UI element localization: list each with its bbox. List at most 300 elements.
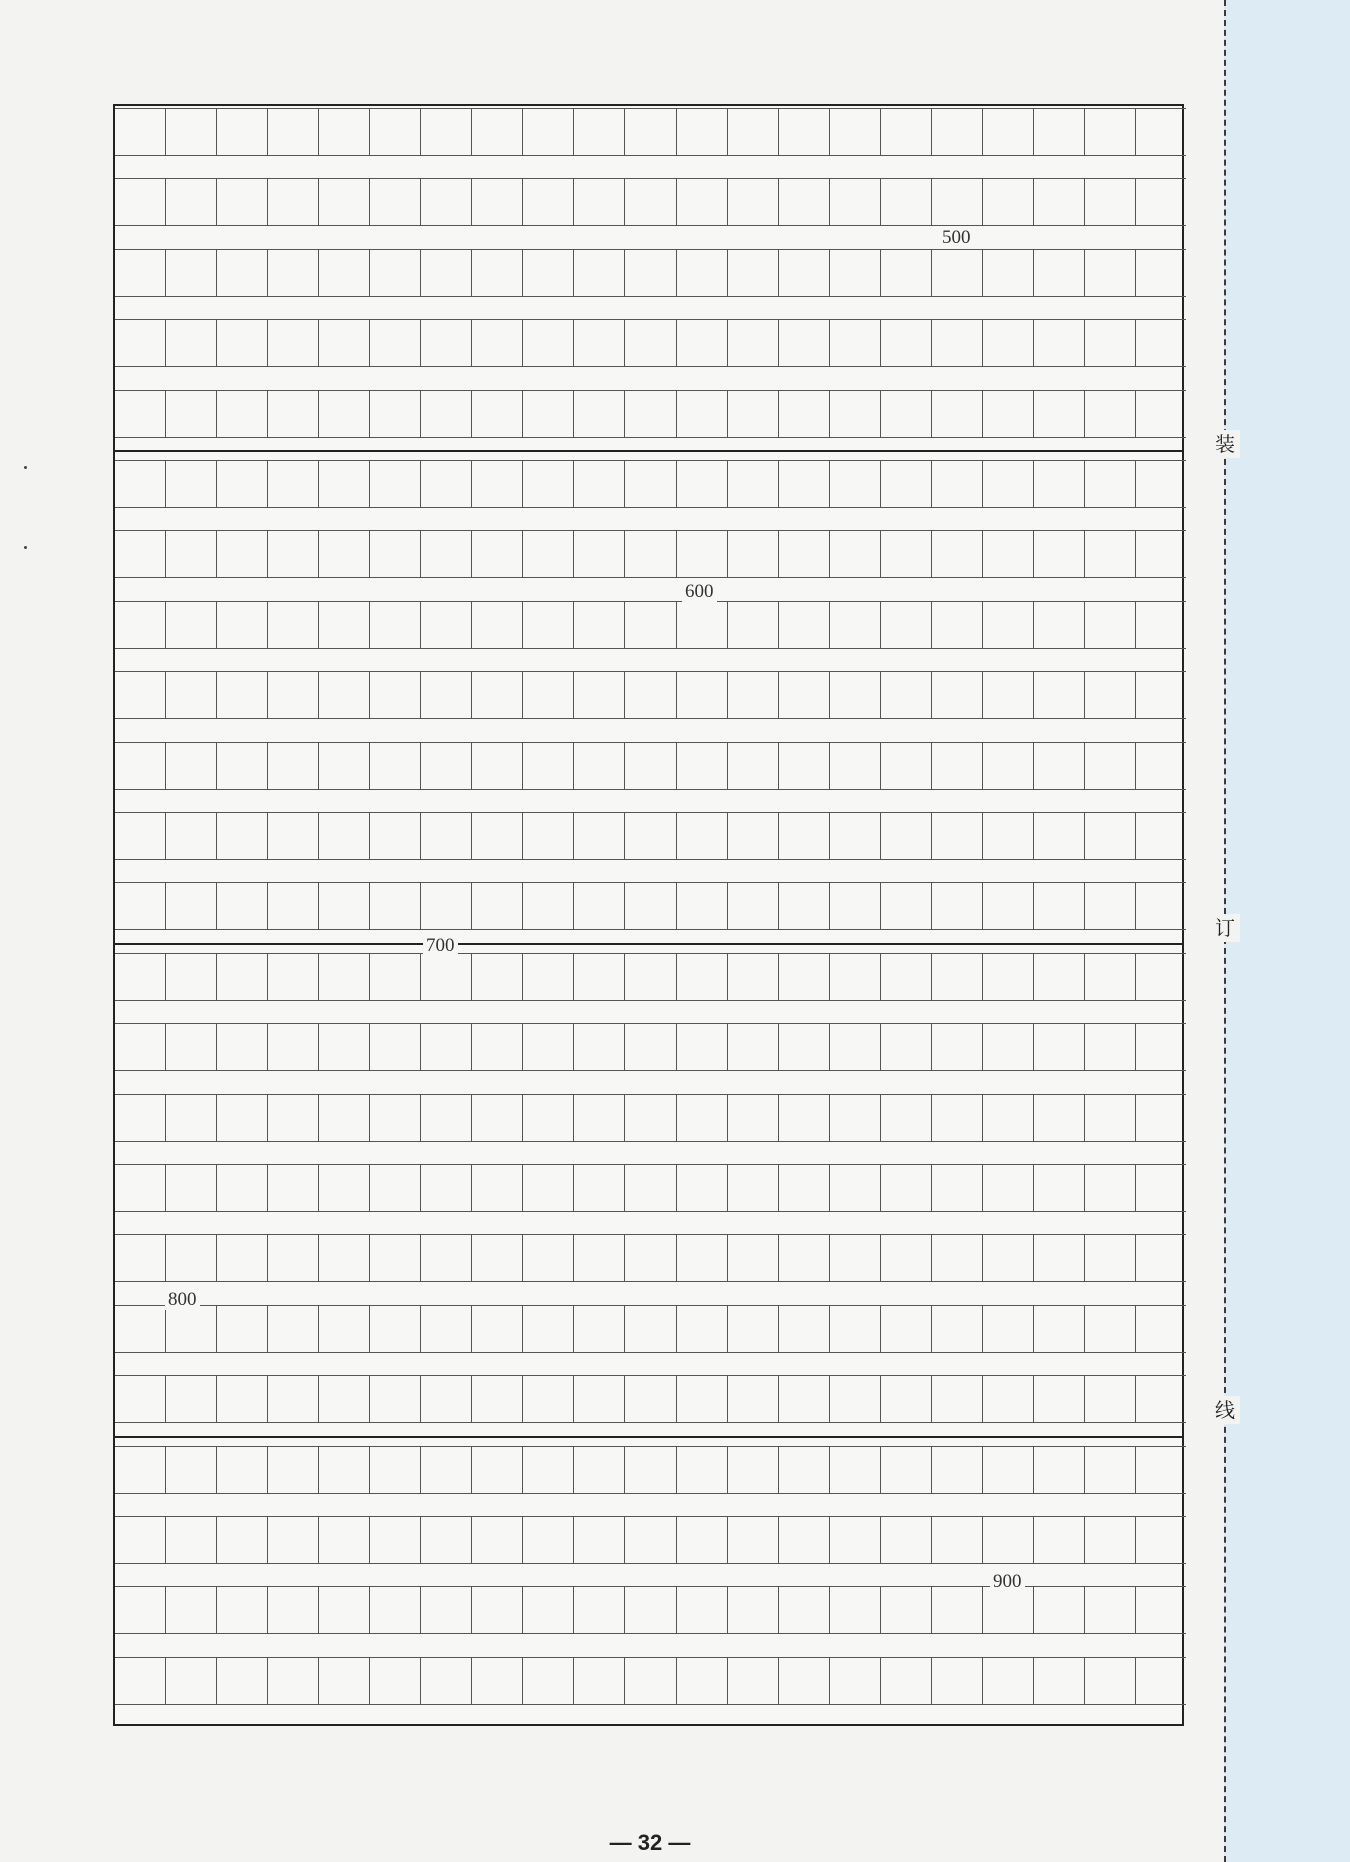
grid-cell[interactable] (932, 1516, 983, 1564)
grid-cell[interactable] (677, 671, 728, 719)
grid-cell[interactable] (319, 1375, 370, 1423)
grid-cell[interactable] (319, 1657, 370, 1705)
grid-cell[interactable] (932, 1657, 983, 1705)
grid-cell[interactable] (728, 249, 779, 297)
grid-cell[interactable] (830, 882, 881, 930)
grid-cell[interactable] (217, 319, 268, 367)
grid-cell[interactable] (779, 812, 830, 860)
grid-cell[interactable] (421, 1446, 472, 1494)
grid-cell[interactable] (472, 1305, 523, 1353)
grid-cell[interactable] (677, 249, 728, 297)
grid-cell[interactable] (677, 953, 728, 1001)
grid-cell[interactable] (268, 601, 319, 649)
grid-cell[interactable] (421, 108, 472, 156)
grid-cell[interactable] (728, 1446, 779, 1494)
grid-cell[interactable] (779, 1446, 830, 1494)
grid-cell[interactable] (932, 178, 983, 226)
grid-cell[interactable] (881, 1164, 932, 1212)
grid-cell[interactable] (625, 1234, 676, 1282)
grid-cell[interactable] (523, 671, 574, 719)
grid-cell[interactable] (574, 742, 625, 790)
grid-cell[interactable] (370, 1516, 421, 1564)
grid-cell[interactable] (625, 882, 676, 930)
grid-cell[interactable] (472, 108, 523, 156)
grid-cell[interactable] (932, 1446, 983, 1494)
grid-cell[interactable] (523, 1305, 574, 1353)
grid-cell[interactable] (1034, 178, 1085, 226)
grid-cell[interactable] (523, 1586, 574, 1634)
grid-cell[interactable] (830, 601, 881, 649)
grid-cell[interactable] (983, 953, 1034, 1001)
grid-cell[interactable] (779, 249, 830, 297)
grid-cell[interactable] (625, 1516, 676, 1564)
grid-cell[interactable] (166, 530, 217, 578)
grid-cell[interactable] (881, 1234, 932, 1282)
grid-cell[interactable] (574, 812, 625, 860)
grid-cell[interactable] (166, 460, 217, 508)
grid-cell[interactable] (370, 953, 421, 1001)
grid-cell[interactable] (217, 882, 268, 930)
grid-cell[interactable] (983, 390, 1034, 438)
grid-cell[interactable] (1034, 671, 1085, 719)
grid-cell[interactable] (677, 530, 728, 578)
grid-cell[interactable] (779, 953, 830, 1001)
grid-cell[interactable] (983, 1234, 1034, 1282)
grid-cell[interactable] (881, 1375, 932, 1423)
grid-cell[interactable] (1085, 1094, 1136, 1142)
grid-cell[interactable] (932, 108, 983, 156)
grid-cell[interactable] (421, 812, 472, 860)
grid-cell[interactable] (421, 319, 472, 367)
grid-cell[interactable] (1034, 601, 1085, 649)
grid-cell[interactable] (472, 953, 523, 1001)
grid-cell[interactable] (472, 1586, 523, 1634)
grid-cell[interactable] (472, 319, 523, 367)
grid-cell[interactable] (1136, 953, 1186, 1001)
grid-cell[interactable] (625, 1586, 676, 1634)
grid-cell[interactable] (983, 1023, 1034, 1071)
grid-cell[interactable] (268, 1023, 319, 1071)
grid-cell[interactable] (1085, 812, 1136, 860)
grid-cell[interactable] (625, 108, 676, 156)
grid-cell[interactable] (1034, 1305, 1085, 1353)
grid-cell[interactable] (1136, 178, 1186, 226)
grid-cell[interactable] (830, 1516, 881, 1564)
grid-cell[interactable] (728, 1234, 779, 1282)
grid-cell[interactable] (1085, 390, 1136, 438)
grid-cell[interactable] (574, 1516, 625, 1564)
grid-cell[interactable] (881, 460, 932, 508)
grid-cell[interactable] (1085, 1305, 1136, 1353)
grid-cell[interactable] (728, 530, 779, 578)
grid-cell[interactable] (217, 1023, 268, 1071)
grid-cell[interactable] (166, 1446, 217, 1494)
grid-cell[interactable] (472, 812, 523, 860)
grid-cell[interactable] (370, 249, 421, 297)
grid-cell[interactable] (1136, 108, 1186, 156)
grid-cell[interactable] (217, 812, 268, 860)
grid-cell[interactable] (523, 1164, 574, 1212)
grid-cell[interactable] (1136, 1657, 1186, 1705)
grid-cell[interactable] (421, 460, 472, 508)
grid-cell[interactable] (574, 1657, 625, 1705)
grid-cell[interactable] (319, 1234, 370, 1282)
grid-cell[interactable] (370, 178, 421, 226)
grid-cell[interactable] (983, 1586, 1034, 1634)
grid-cell[interactable] (881, 882, 932, 930)
grid-cell[interactable] (779, 1305, 830, 1353)
grid-cell[interactable] (574, 882, 625, 930)
grid-cell[interactable] (779, 460, 830, 508)
grid-cell[interactable] (983, 882, 1034, 930)
grid-cell[interactable] (932, 1586, 983, 1634)
grid-cell[interactable] (830, 108, 881, 156)
grid-cell[interactable] (932, 1094, 983, 1142)
grid-cell[interactable] (523, 319, 574, 367)
grid-cell[interactable] (881, 1094, 932, 1142)
grid-cell[interactable] (830, 390, 881, 438)
grid-cell[interactable] (1034, 1446, 1085, 1494)
grid-cell[interactable] (268, 1094, 319, 1142)
grid-cell[interactable] (115, 601, 166, 649)
grid-cell[interactable] (830, 530, 881, 578)
grid-cell[interactable] (115, 1657, 166, 1705)
grid-cell[interactable] (779, 1164, 830, 1212)
grid-cell[interactable] (268, 812, 319, 860)
grid-cell[interactable] (830, 319, 881, 367)
grid-cell[interactable] (421, 1023, 472, 1071)
grid-cell[interactable] (574, 1094, 625, 1142)
grid-cell[interactable] (574, 1586, 625, 1634)
grid-cell[interactable] (625, 812, 676, 860)
grid-cell[interactable] (983, 601, 1034, 649)
grid-cell[interactable] (625, 1657, 676, 1705)
grid-cell[interactable] (677, 1657, 728, 1705)
grid-cell[interactable] (625, 1375, 676, 1423)
grid-cell[interactable] (1136, 1305, 1186, 1353)
grid-cell[interactable] (881, 390, 932, 438)
grid-cell[interactable] (677, 882, 728, 930)
grid-cell[interactable] (523, 812, 574, 860)
grid-cell[interactable] (523, 1657, 574, 1705)
grid-cell[interactable] (677, 1375, 728, 1423)
grid-cell[interactable] (1034, 742, 1085, 790)
grid-cell[interactable] (1085, 460, 1136, 508)
grid-cell[interactable] (728, 882, 779, 930)
grid-cell[interactable] (115, 390, 166, 438)
grid-cell[interactable] (983, 671, 1034, 719)
grid-cell[interactable] (728, 1305, 779, 1353)
grid-cell[interactable] (319, 178, 370, 226)
grid-cell[interactable] (677, 390, 728, 438)
grid-cell[interactable] (115, 1516, 166, 1564)
grid-cell[interactable] (523, 1234, 574, 1282)
grid-cell[interactable] (1136, 460, 1186, 508)
grid-cell[interactable] (166, 390, 217, 438)
grid-cell[interactable] (728, 742, 779, 790)
grid-cell[interactable] (1085, 882, 1136, 930)
grid-cell[interactable] (830, 742, 881, 790)
grid-cell[interactable] (370, 390, 421, 438)
grid-cell[interactable] (472, 1375, 523, 1423)
grid-cell[interactable] (472, 1234, 523, 1282)
grid-cell[interactable] (625, 1023, 676, 1071)
grid-cell[interactable] (779, 1094, 830, 1142)
grid-cell[interactable] (217, 460, 268, 508)
grid-cell[interactable] (217, 249, 268, 297)
grid-cell[interactable] (370, 319, 421, 367)
grid-cell[interactable] (881, 812, 932, 860)
grid-cell[interactable] (932, 319, 983, 367)
grid-cell[interactable] (115, 319, 166, 367)
grid-cell[interactable] (677, 812, 728, 860)
grid-cell[interactable] (830, 249, 881, 297)
grid-cell[interactable] (932, 671, 983, 719)
grid-cell[interactable] (319, 812, 370, 860)
grid-cell[interactable] (268, 319, 319, 367)
grid-cell[interactable] (881, 953, 932, 1001)
grid-cell[interactable] (319, 1516, 370, 1564)
grid-cell[interactable] (1085, 671, 1136, 719)
grid-cell[interactable] (881, 108, 932, 156)
grid-cell[interactable] (1034, 1234, 1085, 1282)
grid-cell[interactable] (166, 1586, 217, 1634)
grid-cell[interactable] (779, 1023, 830, 1071)
grid-cell[interactable] (115, 742, 166, 790)
grid-cell[interactable] (728, 390, 779, 438)
grid-cell[interactable] (830, 953, 881, 1001)
grid-cell[interactable] (881, 530, 932, 578)
grid-cell[interactable] (217, 530, 268, 578)
grid-cell[interactable] (370, 601, 421, 649)
grid-cell[interactable] (677, 1164, 728, 1212)
grid-cell[interactable] (830, 1375, 881, 1423)
grid-cell[interactable] (217, 178, 268, 226)
grid-cell[interactable] (268, 1446, 319, 1494)
grid-cell[interactable] (830, 812, 881, 860)
grid-cell[interactable] (472, 460, 523, 508)
grid-cell[interactable] (932, 1305, 983, 1353)
grid-cell[interactable] (421, 1164, 472, 1212)
grid-cell[interactable] (1085, 178, 1136, 226)
grid-cell[interactable] (217, 1446, 268, 1494)
grid-cell[interactable] (881, 601, 932, 649)
grid-cell[interactable] (319, 1586, 370, 1634)
grid-cell[interactable] (625, 1164, 676, 1212)
grid-cell[interactable] (625, 742, 676, 790)
grid-cell[interactable] (830, 671, 881, 719)
grid-cell[interactable] (421, 953, 472, 1001)
grid-cell[interactable] (523, 178, 574, 226)
grid-cell[interactable] (115, 530, 166, 578)
grid-cell[interactable] (677, 1234, 728, 1282)
grid-cell[interactable] (1136, 249, 1186, 297)
grid-cell[interactable] (983, 1305, 1034, 1353)
grid-cell[interactable] (728, 1516, 779, 1564)
grid-cell[interactable] (319, 1446, 370, 1494)
grid-cell[interactable] (319, 108, 370, 156)
grid-cell[interactable] (881, 319, 932, 367)
grid-cell[interactable] (574, 249, 625, 297)
grid-cell[interactable] (830, 1234, 881, 1282)
grid-cell[interactable] (166, 1375, 217, 1423)
grid-cell[interactable] (370, 742, 421, 790)
grid-cell[interactable] (166, 1023, 217, 1071)
grid-cell[interactable] (881, 1023, 932, 1071)
grid-cell[interactable] (523, 249, 574, 297)
grid-cell[interactable] (1136, 601, 1186, 649)
grid-cell[interactable] (115, 671, 166, 719)
grid-cell[interactable] (1136, 1375, 1186, 1423)
grid-cell[interactable] (268, 1586, 319, 1634)
grid-cell[interactable] (166, 319, 217, 367)
grid-cell[interactable] (421, 178, 472, 226)
grid-cell[interactable] (217, 390, 268, 438)
grid-cell[interactable] (319, 882, 370, 930)
grid-cell[interactable] (677, 601, 728, 649)
grid-cell[interactable] (932, 742, 983, 790)
grid-cell[interactable] (677, 319, 728, 367)
grid-cell[interactable] (268, 460, 319, 508)
grid-cell[interactable] (932, 1234, 983, 1282)
grid-cell[interactable] (728, 671, 779, 719)
grid-cell[interactable] (728, 1657, 779, 1705)
grid-cell[interactable] (830, 1586, 881, 1634)
grid-cell[interactable] (115, 1375, 166, 1423)
grid-cell[interactable] (268, 178, 319, 226)
grid-cell[interactable] (166, 882, 217, 930)
grid-cell[interactable] (1034, 390, 1085, 438)
grid-cell[interactable] (983, 319, 1034, 367)
grid-cell[interactable] (574, 1305, 625, 1353)
grid-cell[interactable] (1136, 671, 1186, 719)
grid-cell[interactable] (728, 1164, 779, 1212)
grid-cell[interactable] (1034, 319, 1085, 367)
grid-cell[interactable] (932, 812, 983, 860)
grid-cell[interactable] (1136, 1164, 1186, 1212)
grid-cell[interactable] (370, 1094, 421, 1142)
grid-cell[interactable] (523, 882, 574, 930)
grid-cell[interactable] (1136, 742, 1186, 790)
grid-cell[interactable] (830, 178, 881, 226)
grid-cell[interactable] (830, 1164, 881, 1212)
grid-cell[interactable] (370, 1234, 421, 1282)
grid-cell[interactable] (166, 671, 217, 719)
grid-cell[interactable] (1034, 953, 1085, 1001)
grid-cell[interactable] (217, 1234, 268, 1282)
grid-cell[interactable] (677, 178, 728, 226)
grid-cell[interactable] (1034, 1023, 1085, 1071)
grid-cell[interactable] (268, 390, 319, 438)
grid-cell[interactable] (932, 390, 983, 438)
grid-cell[interactable] (115, 1023, 166, 1071)
grid-cell[interactable] (779, 742, 830, 790)
grid-cell[interactable] (1085, 742, 1136, 790)
grid-cell[interactable] (319, 249, 370, 297)
grid-cell[interactable] (217, 671, 268, 719)
grid-cell[interactable] (881, 1586, 932, 1634)
grid-cell[interactable] (779, 601, 830, 649)
grid-cell[interactable] (728, 178, 779, 226)
grid-cell[interactable] (1136, 390, 1186, 438)
grid-cell[interactable] (421, 530, 472, 578)
grid-cell[interactable] (983, 249, 1034, 297)
grid-cell[interactable] (370, 1586, 421, 1634)
grid-cell[interactable] (166, 1657, 217, 1705)
grid-cell[interactable] (625, 1305, 676, 1353)
grid-cell[interactable] (268, 530, 319, 578)
grid-cell[interactable] (115, 1094, 166, 1142)
grid-cell[interactable] (370, 1164, 421, 1212)
grid-cell[interactable] (1085, 1164, 1136, 1212)
grid-cell[interactable] (115, 178, 166, 226)
grid-cell[interactable] (523, 953, 574, 1001)
grid-cell[interactable] (779, 1586, 830, 1634)
grid-cell[interactable] (574, 178, 625, 226)
grid-cell[interactable] (779, 671, 830, 719)
grid-cell[interactable] (472, 249, 523, 297)
grid-cell[interactable] (523, 1375, 574, 1423)
grid-cell[interactable] (1034, 1164, 1085, 1212)
grid-cell[interactable] (268, 249, 319, 297)
grid-cell[interactable] (319, 460, 370, 508)
grid-cell[interactable] (728, 953, 779, 1001)
grid-cell[interactable] (1085, 953, 1136, 1001)
grid-cell[interactable] (370, 1305, 421, 1353)
grid-cell[interactable] (472, 1516, 523, 1564)
grid-cell[interactable] (166, 108, 217, 156)
grid-cell[interactable] (523, 460, 574, 508)
grid-cell[interactable] (115, 1586, 166, 1634)
grid-cell[interactable] (1136, 530, 1186, 578)
grid-cell[interactable] (370, 812, 421, 860)
grid-cell[interactable] (268, 1234, 319, 1282)
grid-cell[interactable] (472, 1446, 523, 1494)
grid-cell[interactable] (523, 742, 574, 790)
grid-cell[interactable] (1034, 1516, 1085, 1564)
grid-cell[interactable] (472, 601, 523, 649)
grid-cell[interactable] (1136, 1094, 1186, 1142)
grid-cell[interactable] (1085, 319, 1136, 367)
grid-cell[interactable] (370, 1446, 421, 1494)
grid-cell[interactable] (574, 1375, 625, 1423)
grid-cell[interactable] (779, 882, 830, 930)
grid-cell[interactable] (523, 1446, 574, 1494)
grid-cell[interactable] (574, 1446, 625, 1494)
grid-cell[interactable] (319, 390, 370, 438)
grid-cell[interactable] (217, 1375, 268, 1423)
grid-cell[interactable] (830, 1023, 881, 1071)
grid-cell[interactable] (625, 530, 676, 578)
grid-cell[interactable] (523, 1516, 574, 1564)
grid-cell[interactable] (779, 178, 830, 226)
grid-cell[interactable] (523, 108, 574, 156)
grid-cell[interactable] (166, 1234, 217, 1282)
grid-cell[interactable] (983, 1164, 1034, 1212)
grid-cell[interactable] (625, 390, 676, 438)
grid-cell[interactable] (370, 1657, 421, 1705)
grid-cell[interactable] (268, 882, 319, 930)
grid-cell[interactable] (166, 1094, 217, 1142)
grid-cell[interactable] (115, 108, 166, 156)
grid-cell[interactable] (523, 1094, 574, 1142)
grid-cell[interactable] (421, 882, 472, 930)
grid-cell[interactable] (728, 319, 779, 367)
grid-cell[interactable] (1136, 319, 1186, 367)
grid-cell[interactable] (677, 1516, 728, 1564)
grid-cell[interactable] (983, 812, 1034, 860)
grid-cell[interactable] (677, 1305, 728, 1353)
